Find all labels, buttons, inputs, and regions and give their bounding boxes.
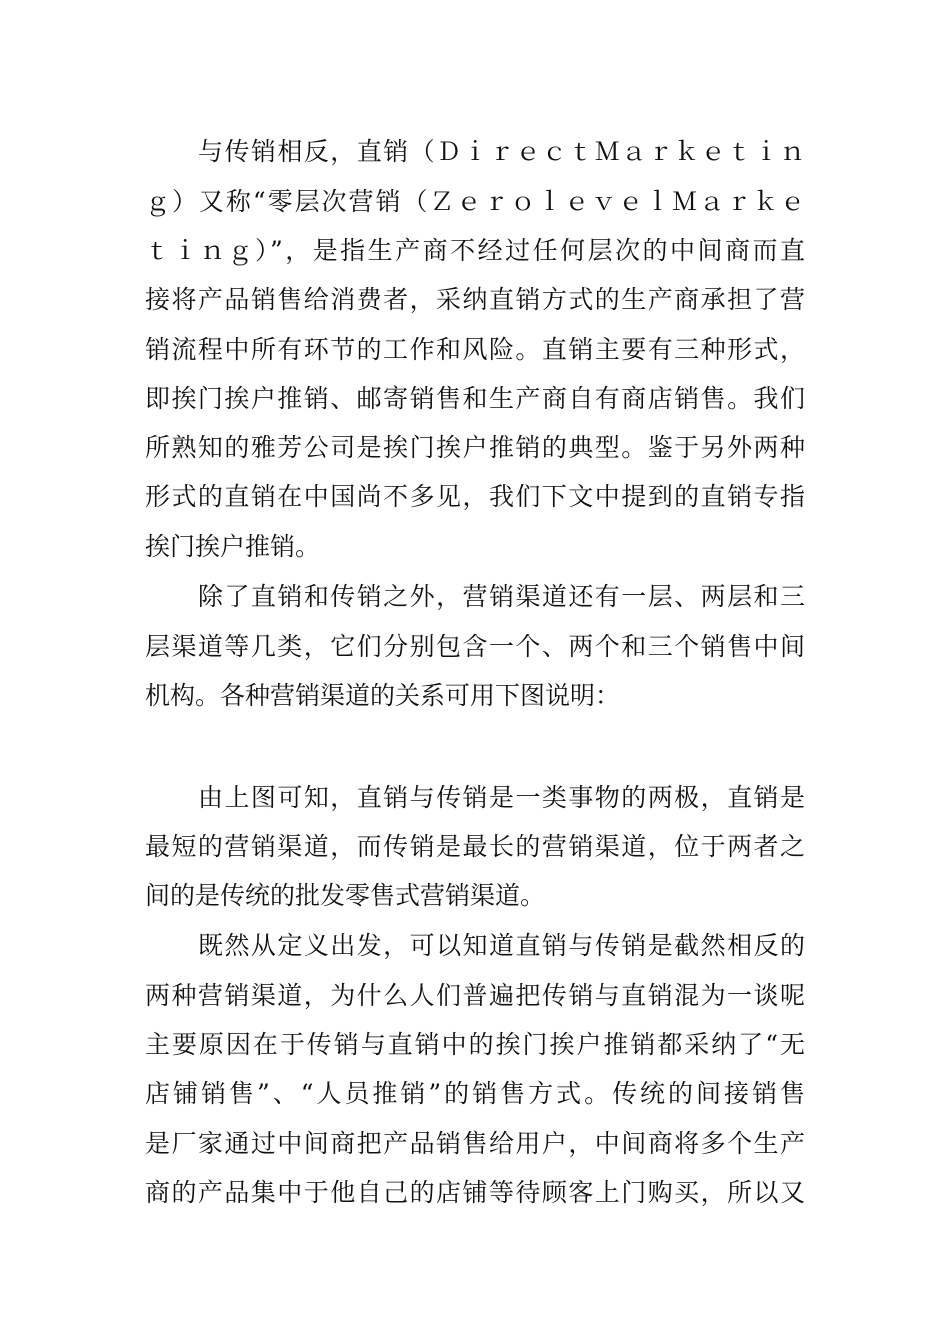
paragraph-4-line-1: 既然从定义出发，可以知道直销与传销是截然相反的 bbox=[198, 931, 805, 960]
paragraph-4-line-3: 主要原因在于传销与直销中的挨门挨户推销都采纳了“无 bbox=[145, 1030, 805, 1059]
paragraph-1-line-5: 销流程中所有环节的工作和风险。直销主要有三种形式， bbox=[145, 335, 805, 364]
paragraph-4-line-2: 两种营销渠道，为什么人们普遍把传销与直销混为一谈呢 bbox=[145, 981, 805, 1010]
paragraph-4-line-5: 是厂家通过中间商把产品销售给用户，中间商将多个生产 bbox=[145, 1129, 805, 1158]
paragraph-1-line-1: 与传销相反，直销（ＤｉｒｅｃｔＭａｒｋｅｔｉｎ bbox=[198, 137, 805, 166]
paragraph-3-line-3: 间的是传统的批发零售式营销渠道。 bbox=[145, 881, 546, 910]
paragraph-3-line-2: 最短的营销渠道，而传销是最长的营销渠道，位于两者之 bbox=[145, 832, 805, 861]
paragraph-1-line-4: 接将产品销售给消费者，采纳直销方式的生产商承担了营 bbox=[145, 285, 805, 314]
paragraph-4-line-6: 商的产品集中于他自己的店铺等待顾客上门购买，所以又 bbox=[145, 1178, 805, 1207]
paragraph-2-line-1: 除了直销和传销之外，营销渠道还有一层、两层和三 bbox=[198, 582, 805, 611]
paragraph-3-line-1: 由上图可知，直销与传销是一类事物的两极，直销是 bbox=[198, 783, 805, 812]
paragraph-1-line-8: 形式的直销在中国尚不多见，我们下文中提到的直销专指 bbox=[145, 482, 805, 511]
paragraph-4-line-4: 店铺销售”、“人员推销”的销售方式。传统的间接销售 bbox=[145, 1079, 805, 1108]
paragraph-1-line-3: ｔｉｎｇ）”，是指生产商不经过任何层次的中间商而直 bbox=[145, 236, 805, 265]
paragraph-1-line-6: 即挨门挨户推销、邮寄销售和生产商自有商店销售。我们 bbox=[145, 384, 805, 413]
paragraph-2-line-3: 机构。各种营销渠道的关系可用下图说明： bbox=[145, 681, 621, 710]
paragraph-1-line-2: ｇ）又称“零层次营销（ＺｅｒｏｌｅｖｅｌＭａｒｋｅ bbox=[145, 187, 805, 216]
paragraph-2-line-2: 层渠道等几类，它们分别包含一个、两个和三个销售中间 bbox=[145, 632, 805, 661]
paragraph-1-line-9: 挨门挨户推销。 bbox=[145, 532, 321, 561]
paragraph-1-line-7: 所熟知的雅芳公司是挨门挨户推销的典型。鉴于另外两种 bbox=[145, 433, 805, 462]
